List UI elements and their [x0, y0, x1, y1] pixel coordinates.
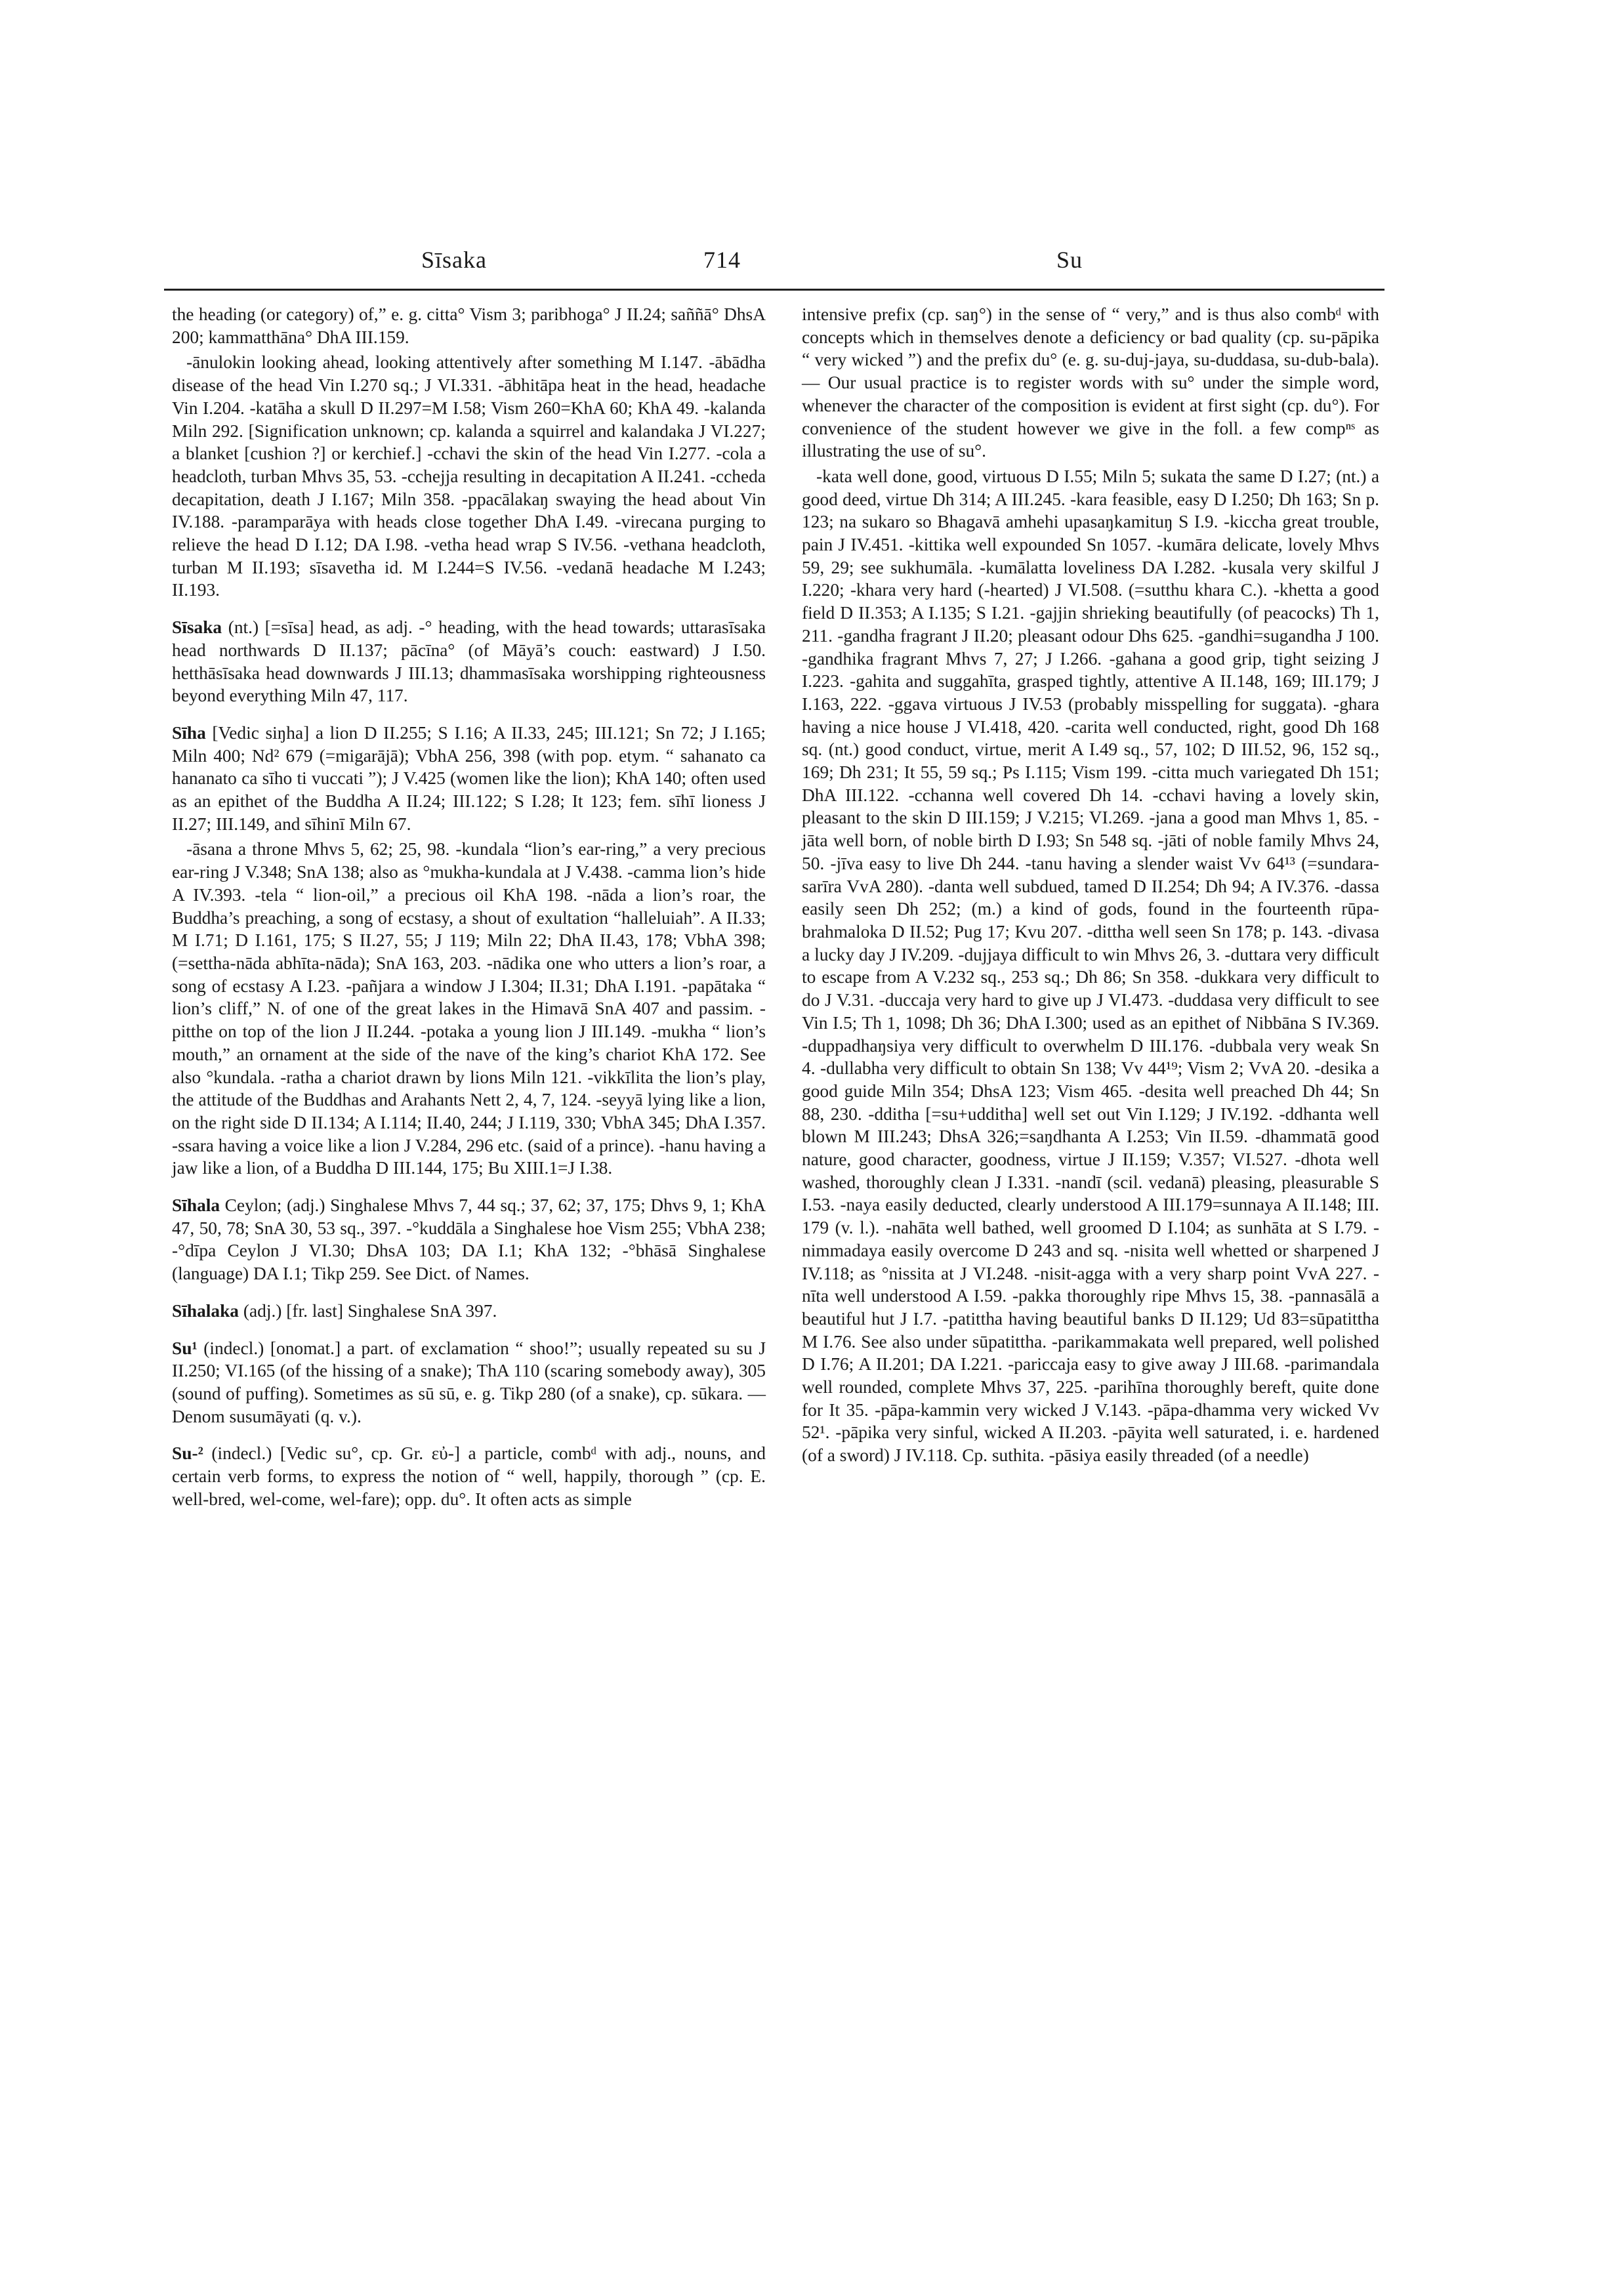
header-rule: [164, 289, 1385, 291]
left-column: [172, 303, 766, 1525]
entry-sisaka: Sīsaka (nt.) [=sīsa] head, as adj. -° heading, with the head towards; uttarasīsaka head northwards D II.137; pācīna° (of Māyā’s couch: eastward) J I.50. hetthāsīsaka head downwards J III.13; dhammasīsaka worshipping righteousness beyond everything Miln 47, 117.: [172, 617, 766, 706]
entry-su-compounds: -kata well done, good, virtuous D I.55; Miln 5; sukata the same D I.27; (nt.) a good deed, virtue Dh 314; A III.245. -kara feasible, easy D I.250; Dh 163; Sn p. 123; na sukaro so Bhagavā amhehi upasaŋkamituŋ S I.9. -kiccha great trouble, pain J IV.451. -kittika well expounded Sn 1057. -kumāra delicate, lovely Mhvs 59, 29; see sukhumāla. -kumālatta loveliness DA I.282. -kusala very skilful J I.220; -khara very hard (-hearted) J VI.508. (=sutthu khara C.). -khetta a good field D II.353; A I.135; S I.21. -gajjin shrieking beautifully (of peacocks) Th 1, 211. -gandha fragrant J II.20; pleasant odour Dhs 625. -gandhi=sugandha J 100. -gandhika fragrant Mhvs 7, 27; J I.266. -gahana a good grip, tight seizing J I.223. -gahita and suggahīta, grasped tightly, attentive A II.148, 169; III.179; J I.163, 222. -ggava virtuous J IV.53 (probably misspelling for suggata). -ghara having a nice house J VI.418, 420. -carita well conducted, right, good Dh 168 sq. (nt.) good conduct, virtue, merit A I.49 sq., 57, 102; D III.52, 96, 152 sq., 169; Dh 231; It 55, 59 sq.; Ps I.115; Vism 199. -citta much variegated Dh 151; DhA III.122. -cchanna well covered Dh 14. -cchavi having a lovely skin, pleasant to the skin D III.159; J V.215; VI.269. -jana a good man Mhvs 1, 85. -jāta well born, of noble birth D I.93; Sn 548 sq. -jāti of noble family Mhvs 24, 50. -jīva easy to live Dh 244. -tanu having a slender waist Vv 64¹³ (=sundara-sarīra VvA 280). -danta well subdued, tamed D II.254; Dh 94; A IV.376. -dassa easily seen Dh 252; (m.) a kind of gods, found in the fourteenth rūpa-brahmaloka D II.52; Pug 17; Kvu 207. -dittha well seen Sn 178; p. 143. -divasa a lucky day J IV.209. -dujjaya difficult to win Mhvs 26, 3. -duttara very difficult to escape from A V.232 sq., 253 sq.; Dh 86; Sn 358. -dukkara very difficult to do J V.31. -duccaja very hard to give up J VI.473. -duddasa very difficult to see Vin I.5; Th 1, 1098; Dh 36; DhA I.300; used as an epithet of Nibbāna S IV.369. -duppadhaŋsiya very difficult to overwhelm D III.176. -dubbala very weak Sn 4. -dullabha very difficult to obtain Sn 138; Vv 44¹⁹; Vism 2; VvA 20. -desika a good guide Miln 354; DhsA 123; Vism 465. -desita well preached Dh 44; Sn 88, 230. -dditha [=su+udditha] well set out Vin I.129; J IV.192. -ddhanta well blown M III.243; DhsA 326;=saŋdhanta A I.253; Vin II.59. -dhammatā good nature, good character, goodness, virtue J II.159; V.357; VI.527. -dhota well washed, thoroughly clean J I.331. -nandī (scil. vedanā) pleasing, pleasurable S I.53. -naya easily deducted, clearly understood A III.179=sunnaya A II.148; III. 179 (v. l.). -nahāta well bathed, well groomed D I.104; as sunhāta at S I.79. -nimmadaya easily overcome D 243 and sq. -nisita well whetted or sharpened J IV.118; as °nissita at J VI.248. -nisit-agga with a very sharp point VvA 227. -nīta well understood A I.59. -pakka thoroughly ripe Mhvs 15, 38. -pannasālā a beautiful hut J I.7. -patittha having beautiful banks D II.129; Ud 83=sūpatittha M I.76. See also under sūpatittha. -parikammakata well prepared, well polished D I.76; A II.201; DA I.221. -pariccaja easy to give away J III.68. -parimandala well rounded, complete Mhvs 37, 225. -parihīna thoroughly bereft, quite done for It 35. -pāpa-kammin very wicked J V.143. -pāpa-dhamma very wicked Vv 52¹. -pāpika very sinful, wicked A II.203. -pāyita well saturated, i. e. hardened (of a sword) J IV.118. Cp. suthita. -pāsiya easily threaded (of a needle): [802, 466, 1379, 1466]
entry-siha: Sīha [Vedic siŋha] a lion D II.255; S I.16; A II.33, 245; III.121; Sn 72; J I.165; Miln 400; Nd² 679 (=migarājā); VbhA 256, 398 (with pop. etym. “ sahanato ca hananato ca sīho ti vuccati ”); J V.425 (women like the lion); KhA 140; often used as an epithet of the Buddha A II.24; III.122; S I.28; It 123; fem. sīhī lioness J II.27; III.149, and sīhinī Miln 67.: [172, 722, 766, 834]
entry-sihala: Sīhala Ceylon; (adj.) Singhalese Mhvs 7, 44 sq.; 37, 62; 37, 175; Dhvs 9, 1; KhA 47, 50, 78; SnA 30, 53 sq., 397. -°kuddāla a Singhalese hoe Vism 255; VbhA 238; -°dīpa Ceylon J VI.30; DhsA 103; DA I.1; KhA 132; -°bhāsā Singhalese (language) DA I.1; Tikp 259. See Dict. of Names.: [172, 1195, 766, 1284]
entry-sihalaka: Sīhalaka (adj.) [fr. last] Singhalese SnA 397.: [172, 1300, 497, 1321]
right-column: [802, 303, 1379, 1481]
running-head-left: Sīsaka: [421, 247, 487, 273]
entry-siha-compounds: -āsana a throne Mhvs 5, 62; 25, 98. -kundala “lion’s ear-ring,” a very precious ear-ring J V.348; SnA 138; also as °mukha-kundala at J V.438. -camma lion’s hide A IV.393. -tela “ lion-oil,” a precious oil KhA 198. -nāda a lion’s roar, the Buddha’s preaching, a song of ecstasy, a shout of exultation “halleluiah”. A II.33; M I.71; D I.161, 175; S II.27, 55; J 119; Miln 22; DhA II.43, 178; VbhA 398; (=settha-nāda abhīta-nāda); SnA 163, 203. -nādika one who utters a lion’s roar, a song of ecstasy A I.23. -pañjara a window J I.304; II.31; DhA I.191. -papātaka “ lion’s cliff,” N. of one of the great lakes in the Himavā SnA 407 and passim. -pitthe on top of the lion J II.244. -potaka a young lion J III.149. -mukha “ lion’s mouth,” an ornament at the side of the nave of the king’s chariot KhA 172. See also °kundala. -ratha a chariot drawn by lions Miln 121. -vikkīlita the lion’s play, the attitude of the Buddhas and Arahants Nett 2, 4, 7, 124. -seyyā lying like a lion, on the right side D II.134; A I.114; II.40, 244; J I.119, 330; VbhA 345; DhA I.357. -ssara having a voice like a lion J V.284, 296 etc. (said of a prince). -hanu having a jaw like a lion, of a Buddha D III.144, 175; Bu XIII.1=J I.38.: [172, 839, 766, 1178]
entry-su-2: Su-² (indecl.) [Vedic su°, cp. Gr. εὐ-] a particle, combᵈ with adj., nouns, and certain verb forms, to express the notion of “ well, happily, thorough ” (cp. E. well-bred, wel-come, wel-fare); opp. du°. It often acts as simple: [172, 1443, 766, 1509]
page-number: 714: [703, 247, 741, 273]
entry-continuation: the heading (or category) of,” e. g. citta° Vism 3; paribhoga° J II.24; saññā° DhsA 200; kammatthāna° DhA III.159.: [172, 304, 766, 347]
entry-su-1: Su¹ (indecl.) [onomat.] a part. of exclamation “ shoo!”; usually repeated su su J II.250; VI.165 (of the hissing of a snake); ThA 110 (scaring somebody away), 305 (sound of puffing). Sometimes as sū sū, e. g. Tikp 280 (of a snake), cp. sūkara. — Denom susumāyati (q. v.).: [172, 1338, 766, 1426]
running-head-right: Su: [1056, 247, 1083, 273]
entry-sisa-compounds: -ānulokin looking ahead, looking attentively after something M I.147. -ābādha disease of the head Vin I.270 sq.; J VI.331. -ābhitāpa heat in the head, headache Vin I.204. -katāha a skull D II.297=M I.58; Vism 260=KhA 60; KhA 49. -kalanda Miln 292. [Signification unknown; cp. kalanda a squirrel and kalandaka J VI.227; a blanket [cushion ?] or kerchief.] -cchavi the skin of the head Vin I.277. -cola a headcloth, turban Mhvs 35, 53. -cchejja resulting in decapitation A II.241. -ccheda decapitation, death J I.167; Miln 358. -ppacālakaŋ swaying the head about Vin IV.188. -paramparāya with heads close together DhA I.49. -virecana purging to relieve the head D I.12; DA I.98. -vetha head wrap S IV.56. -vethana headcloth, turban M II.193; sīsavetha id. M I.244=S IV.56. -vedanā headache M I.243; II.193.: [172, 352, 766, 600]
entry-su-2-continuation: intensive prefix (cp. saŋ°) in the sense of “ very,” and is thus also combᵈ with concepts which in themselves denote a deficiency or bad quality (cp. su-pāpika “ very wicked ”) and the prefix du° (e. g. su-duj-jaya, su-duddasa, su-dub-bala). — Our usual practice is to register words with su° under the simple word, whenever the character of the composition is evident at first sight (cp. du°). For convenience of the student however we give in the foll. a few compⁿˢ as illustrating the use of su°.: [802, 304, 1379, 461]
